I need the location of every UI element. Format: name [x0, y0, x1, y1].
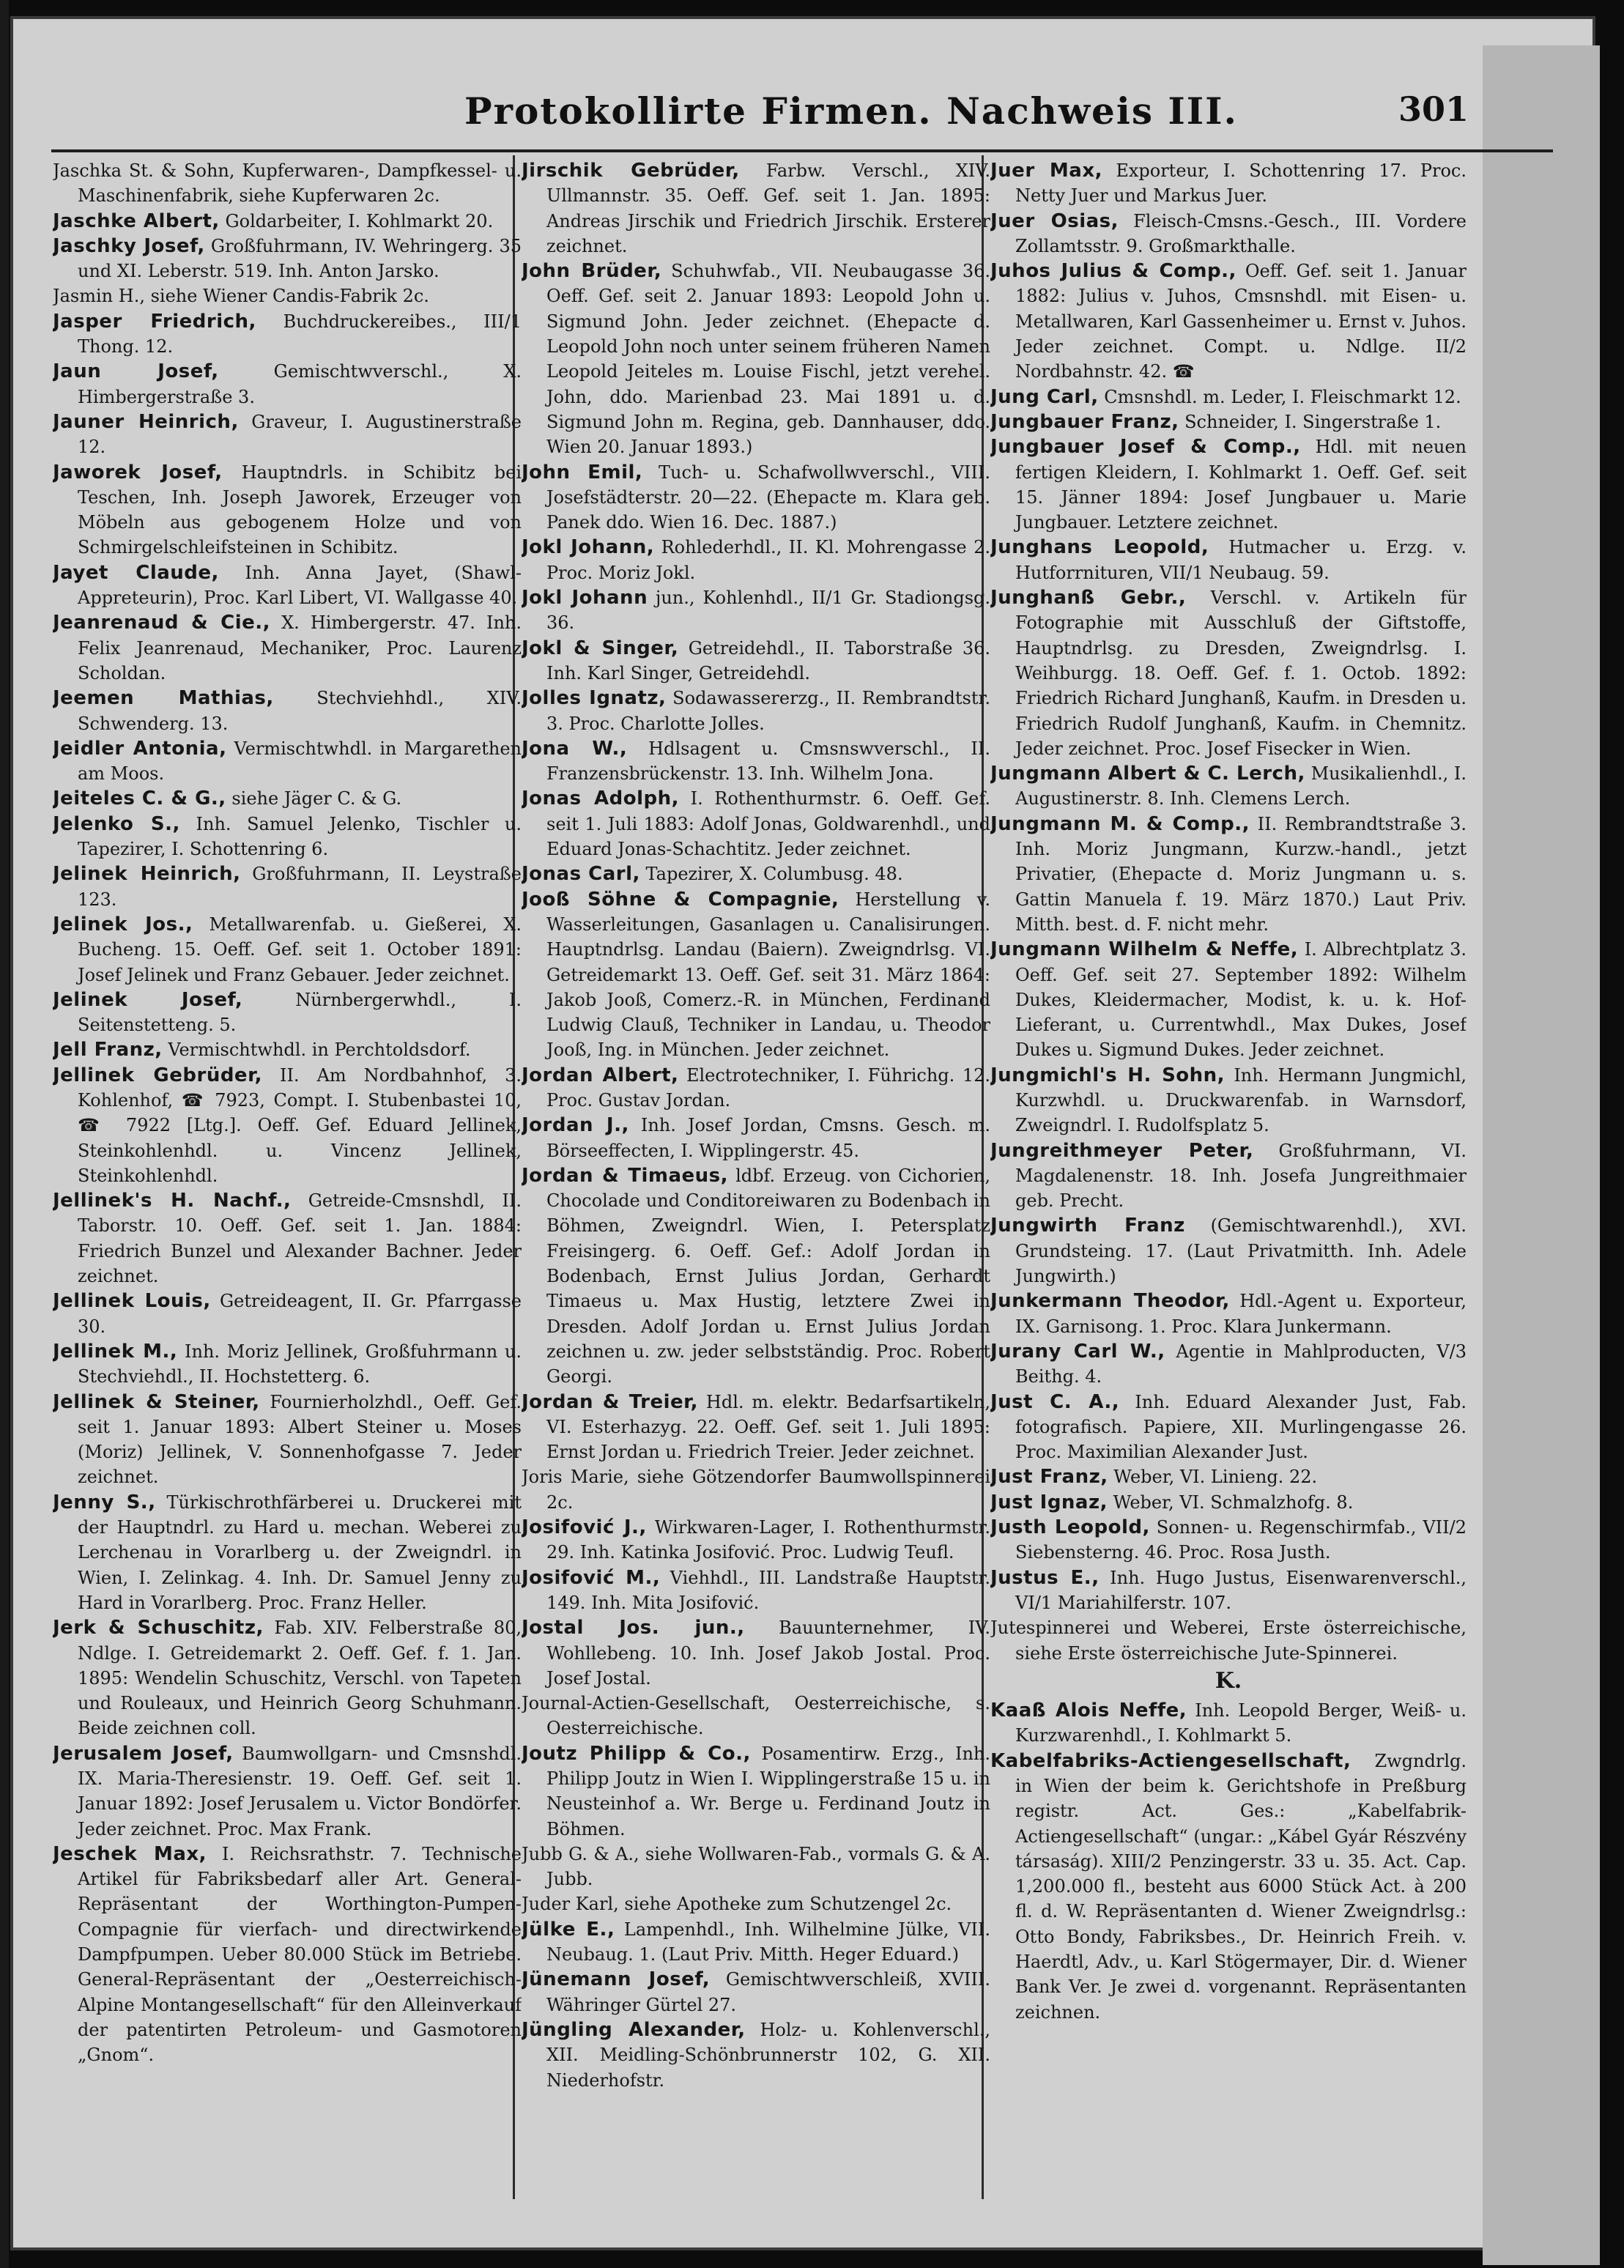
entry-details: Jubb G. & A., siehe Wollwaren-Fab., vormals G. & A. Jubb.	[522, 1843, 990, 1890]
entry-details: Metallwarenfab. u. Gießerei, X. Bucheng. 15. Oeff. Gef. seit 1. October 1891: Josef Jelinek und Franz Gebauer. Jeder zeichnet.	[78, 914, 522, 985]
entry-details: Getreidehdl., II. Taborstraße 36. Inh. Karl Singer, Getreidehdl.	[546, 637, 990, 683]
directory-entry	[53, 786, 522, 811]
firm-name: John Brüder,	[522, 260, 662, 283]
firm-name: Jaworek Josef,	[53, 461, 223, 483]
directory-entry	[990, 1565, 1467, 1616]
entry-details: Jasmin H., siehe Wiener Candis-Fabrik 2c.	[53, 286, 429, 307]
firm-name: Jona W.,	[522, 737, 628, 760]
firm-name: Jünemann Josef,	[522, 1968, 711, 1991]
directory-page	[10, 16, 1595, 2250]
page-header	[10, 89, 1595, 148]
directory-entry	[990, 385, 1467, 410]
directory-entry	[53, 158, 522, 209]
firm-name: Joutz Philipp & Co.,	[522, 1742, 751, 1765]
directory-entry	[522, 887, 990, 1063]
firm-name: Jokl Johann,	[522, 536, 655, 559]
entry-details: Großfuhrmann, VI. Magdalenenstr. 18. Inh. Josefa Jungreithmaier geb. Precht.	[1015, 1140, 1467, 1212]
directory-entry	[53, 1339, 522, 1390]
entry-details: I. Rothenthurmstr. 6. Oeff. Gef. seit 1. Juli 1883: Adolf Jonas, Goldwarenhdl., und Eduard Jonas-Schachtitz. Jeder zeichnet.	[546, 788, 990, 860]
firm-name: Jooß Söhne & Compagnie,	[522, 888, 839, 911]
directory-entry	[990, 1138, 1467, 1214]
firm-name: Jonas Carl,	[522, 863, 640, 886]
entry-details: Inh. Hugo Justus, Eisenwarenverschl., VI/1 Mariahilferstr. 107.	[1015, 1567, 1467, 1613]
entry-details: Holz- u. Kohlenverschl., XII. Meidling-Schönbrunnerstr 102, G. XII. Niederhofstr.	[546, 2019, 990, 2091]
entry-details: (Gemischtwarenhdl.), XVI. Grundsteing. 17. (Laut Privatmitth. Inh. Adele Jungwirth.)	[1015, 1215, 1467, 1287]
firm-name: Jauner Heinrich,	[53, 410, 239, 433]
firm-name: Just C. A.,	[990, 1390, 1120, 1413]
directory-entry	[990, 1698, 1467, 1749]
directory-entry	[990, 761, 1467, 812]
entry-details: Hdl. m. elektr. Bedarfsartikeln, VI. Esterhazyg. 22. Oeff. Gef. seit 1. Juli 1895: Ernst Jordan u. Friedrich Treier. Jeder zeichnet.	[546, 1391, 990, 1463]
firm-name: Jerusalem Josef,	[53, 1742, 234, 1765]
firm-name: Jelinek Jos.,	[53, 913, 193, 935]
directory-entry	[522, 1691, 990, 1741]
entry-details: Inh. Eduard Alexander Just, Fab. fotografisch. Papiere, XII. Murlingengasse 26. Proc. Maximilian Alexander Just.	[1015, 1391, 1467, 1463]
entry-details: jun., Kohlenhdl., II/1 Gr. Stadiongsg. 36.	[546, 588, 990, 634]
directory-entry	[522, 1565, 990, 1616]
entry-details: Hutmacher u. Erzg. v. Hutforrnituren, VII/1 Neubaug. 59.	[1015, 537, 1467, 583]
entry-details: Herstellung v. Wasserleitungen, Gasanlagen u. Canalisirungen. Hauptndrlsg. Landau (Baiern). Zweigndrlsg. VI. Getreidemarkt 13. Oeff. Gef. seit 31. März 1864: Jakob Jooß, Comerz.-R. in München, Ferdinand Ludwig Clauß, Techniker in Landau, u. Theodor Jooß, Ing. in München. Jeder zeichnet.	[546, 889, 990, 1061]
firm-name: Jonas Adolph,	[522, 788, 680, 810]
entry-details: Sonnen- u. Regenschirmfab., VII/2 Siebensterng. 46. Proc. Rosa Justh.	[1015, 1517, 1467, 1563]
entry-details: Sodawassererzg., II. Rembrandtstr. 3. Proc. Charlotte Jolles.	[546, 688, 990, 734]
firm-name: Jordan J.,	[522, 1114, 629, 1137]
directory-entry	[522, 1615, 990, 1691]
firm-name: Just Franz,	[990, 1466, 1108, 1489]
directory-entry	[53, 1741, 522, 1842]
entry-details: Jutespinnerei und Weberei, Erste österreichische, siehe Erste österreichische Jute-Spinnerei.	[990, 1617, 1467, 1664]
directory-entry	[53, 1842, 522, 2068]
entry-details: Hdlsagent u. Cmsnswverschl., II. Franzensbrückenstr. 13. Inh. Wilhelm Jona.	[546, 738, 990, 785]
column-2	[522, 158, 990, 2209]
firm-name: Jostal Jos. jun.,	[522, 1617, 745, 1639]
firm-name: Jungmann M. & Comp.,	[990, 812, 1250, 835]
directory-entry	[53, 912, 522, 987]
entry-details: siehe Jäger C. & G.	[231, 788, 402, 809]
directory-entry	[990, 1289, 1467, 1339]
directory-entry	[53, 1289, 522, 1339]
directory-entry	[522, 736, 990, 787]
entry-details: Joris Marie, siehe Götzendorfer Baumwollspinnerei 2c.	[522, 1467, 990, 1513]
entry-details: Agentie in Mahlproducten, V/3 Beithg. 4.	[1015, 1341, 1467, 1387]
firm-name: Jungmann Albert & C. Lerch,	[990, 763, 1305, 785]
firm-name: Just Ignaz,	[990, 1491, 1108, 1513]
page-number: 301	[1398, 89, 1469, 129]
directory-entry	[53, 812, 522, 862]
entry-details: Juder Karl, siehe Apotheke zum Schutzengel 2c.	[522, 1894, 952, 1915]
entry-details: Rohlederhdl., II. Kl. Mohrengasse 2. Proc. Moriz Jokl.	[546, 537, 990, 583]
directory-entry	[522, 686, 990, 736]
directory-entry	[990, 1213, 1467, 1289]
entry-details: X. Himbergerstr. 47. Inh. Felix Jeanrenaud, Mechaniker, Proc. Laurenz Scholdan.	[78, 612, 522, 683]
entry-details: Großfuhrmann, II. Leystraße 123.	[78, 864, 522, 910]
firm-name: Jeiteles C. & G.,	[53, 788, 226, 810]
firm-name: Junghanß Gebr.,	[990, 587, 1187, 609]
header-divider	[51, 149, 1553, 152]
directory-entry	[53, 209, 522, 234]
firm-name: Jeschek Max,	[53, 1842, 207, 1865]
entry-details: Fab. XIV. Felberstraße 80, Ndlge. I. Getreidemarkt 2. Oeff. Gef. f. 1. Jan. 1895: Wendelin Schuschitz, Verschl. von Tapeten und Rouleaux, und Heinrich Georg Schuhmann. Beide zeichnen coll.	[78, 1617, 522, 1739]
directory-entry	[522, 1063, 990, 1113]
firm-name: Jungbauer Josef & Comp.,	[990, 436, 1301, 459]
directory-entry	[53, 1037, 522, 1062]
firm-name: Jenny S.,	[53, 1491, 156, 1513]
directory-entry	[53, 736, 522, 787]
entry-details: Bauunternehmer, IV. Wohllebeng. 10. Inh. Josef Jakob Jostal. Proc. Josef Jostal.	[546, 1617, 990, 1689]
firm-name: Jungmichl's H. Sohn,	[990, 1064, 1226, 1086]
firm-name: Jungmann Wilhelm & Neffe,	[990, 938, 1299, 961]
directory-entry	[53, 234, 522, 284]
scan-border	[0, 0, 9, 2268]
firm-name: Jokl & Singer,	[522, 637, 679, 659]
directory-entry	[53, 987, 522, 1038]
firm-name: Jelinek Heinrich,	[53, 863, 241, 886]
directory-entry	[522, 1464, 990, 1515]
entry-details: Schneider, I. Singerstraße 1.	[1184, 411, 1442, 432]
directory-entry	[522, 636, 990, 686]
entry-details: Viehhdl., III. Landstraße Hauptstr. 149. Inh. Mita Josifović.	[546, 1567, 990, 1613]
firm-name: Jasper Friedrich,	[53, 310, 256, 333]
entry-details: I. Albrechtplatz 3. Oeff. Gef. seit 27. September 1892: Wilhelm Dukes, Kleidermacher, Modist, k. u. k. Hof-Lieferant, u. Currentwhdl., Max Dukes, Josef Dukes u. Sigmund Dukes. Jeder zeichnet.	[1015, 939, 1467, 1061]
directory-entry	[522, 1842, 990, 1892]
entry-details: Inh. Leopold Berger, Weiß- u. Kurzwarenhdl., I. Kohlmarkt 5.	[1015, 1700, 1467, 1746]
directory-entry	[990, 259, 1467, 384]
entry-details: Inh. Samuel Jelenko, Tischler u. Tapezirer, I. Schottenring 6.	[78, 813, 522, 860]
directory-entry	[522, 460, 990, 536]
page-shading	[1483, 45, 1600, 2265]
entry-details: Schuhwfab., VII. Neubaugasse 36. Oeff. Gef. seit 2. Januar 1893: Leopold John u. Sigmund John. Jeder zeichnet. (Ehepacte d. Leopold John noch unter seinem früheren Namen Leopold Jeiteles m. Louise Fischl, jetzt verehel. John, ddo. Marienbad 23. Mai 1891 u. d. Sigmund John m. Regina, geb. Dannhauser, ddo. Wien 20. Januar 1893.)	[546, 261, 990, 458]
entry-details: Exporteur, I. Schottenring 17. Proc. Netty Juer und Markus Juer.	[1015, 160, 1467, 207]
directory-entry	[53, 1063, 522, 1188]
directory-entry	[53, 1615, 522, 1741]
page-title: Protokollirte Firmen. Nachweis III.	[464, 89, 1238, 133]
firm-name: Jülke E.,	[522, 1918, 615, 1941]
entry-details: Getreideagent, II. Gr. Pfarrgasse 30.	[78, 1291, 522, 1337]
directory-entry	[990, 535, 1467, 585]
directory-entry	[522, 1390, 990, 1465]
entry-details: Musikalienhdl., I. Augustinerstr. 8. Inh. Clemens Lerch.	[1015, 763, 1467, 809]
directory-entry	[522, 259, 990, 459]
firm-name: Jungreithmeyer Peter,	[990, 1139, 1254, 1162]
firm-name: Jerk & Schuschitz,	[53, 1617, 264, 1639]
firm-name: Jeidler Antonia,	[53, 737, 227, 760]
entry-details: Journal-Actien-Gesellschaft, Oesterreichische, s. Oesterreichische.	[522, 1693, 990, 1739]
firm-name: Kabelfabriks-Actiengesellschaft,	[990, 1749, 1352, 1772]
firm-name: Jellinek & Steiner,	[53, 1390, 260, 1413]
entry-details: Vermischtwhdl. in Margarethen am Moos.	[78, 738, 522, 785]
directory-entry	[990, 937, 1467, 1062]
firm-name: Kaaß Alois Neffe,	[990, 1700, 1187, 1722]
entry-details: Verschl. v. Artikeln für Fotographie mit Ausschluß der Giftstoffe, Hauptndrlsg. zu Dresden, Zweigndrlsg. I. Weihburgg. 18. Oeff. Gef. f. 1. Octob. 1892: Friedrich Richard Junghanß, Kaufm. in Dresden u. Friedrich Rudolf Junghanß, Kaufm. in Chemnitz. Jeder zeichnet. Proc. Josef Fisecker in Wien.	[1015, 588, 1467, 759]
directory-entry	[990, 812, 1467, 937]
directory-entry	[990, 1749, 1467, 2025]
entry-details: Fleisch-Cmsns.-Gesch., III. Vordere Zollamtsstr. 9. Großmarkthalle.	[1015, 210, 1467, 256]
firm-name: Junghans Leopold,	[990, 536, 1209, 559]
entry-details: II. Am Nordbahnhof, 3. Kohlenhof, ☎ 7923, Compt. I. Stubenbastei 10, ☎ 7922 [Ltg.]. Oeff. Gef. Eduard Jellinek, Steinkohlenhdl. u. Vincenz Jellinek, Steinkohlenhdl.	[78, 1064, 522, 1186]
directory-entry	[522, 1917, 990, 1968]
directory-entry	[990, 1490, 1467, 1515]
entry-details: Großfuhrmann, IV. Wehringerg. 35 und XI. Leberstr. 519. Inh. Anton Jarsko.	[78, 235, 522, 282]
entry-details: Gemischtwverschleiß, XVIII. Währinger Gürtel 27.	[546, 1969, 990, 2015]
firm-name: Jelenko S.,	[53, 812, 180, 835]
firm-name: Junkermann Theodor,	[990, 1290, 1230, 1313]
directory-entry	[522, 2017, 990, 2093]
firm-name: Jaun Josef,	[53, 360, 219, 383]
directory-entry	[990, 410, 1467, 434]
firm-name: Jell Franz,	[53, 1039, 163, 1061]
entry-details: Buchdruckereibes., III/1 Thong. 12.	[78, 311, 522, 357]
firm-name: Justus E.,	[990, 1566, 1100, 1589]
firm-name: Jellinek Gebrüder,	[53, 1064, 262, 1086]
directory-entry	[990, 434, 1467, 535]
firm-name: Jeemen Mathias,	[53, 687, 274, 710]
directory-entry	[53, 309, 522, 360]
entry-details: Weber, VI. Linieng. 22.	[1113, 1467, 1318, 1488]
directory-entry	[990, 209, 1467, 259]
firm-name: Jungwirth Franz	[990, 1215, 1185, 1237]
firm-name: Jordan & Timaeus,	[522, 1164, 728, 1187]
firm-name: Jirschik Gebrüder,	[522, 160, 740, 182]
directory-entry	[53, 284, 522, 308]
directory-entry	[53, 359, 522, 410]
entry-details: Cmsnshdl. m. Leder, I. Fleischmarkt 12.	[1104, 386, 1461, 407]
directory-entry	[990, 1390, 1467, 1465]
entry-details: Farbw. Verschl., XIV. Ullmannstr. 35. Oeff. Gef. seit 1. Jan. 1895: Andreas Jirschik und Friedrich Jirschik. Ersterer zeichnet.	[546, 160, 990, 256]
firm-name: Jolles Ignatz,	[522, 687, 667, 710]
firm-name: Jelinek Josef,	[53, 988, 243, 1011]
directory-entry	[522, 1163, 990, 1390]
firm-name: Jellinek's H. Nachf.,	[53, 1190, 292, 1212]
entry-details: Inh. Anna Jayet, (Shawl-Appreteurin), Proc. Karl Libert, VI. Wallgasse 40.	[78, 562, 522, 609]
directory-entry	[522, 1515, 990, 1565]
firm-name: Jordan Albert,	[522, 1064, 679, 1086]
directory-entry	[990, 1615, 1467, 1666]
entry-details: Türkischrothfärberei u. Druckerei mit der Hauptndrl. zu Hard u. mechan. Weberei zu Lerchenau in Vorarlberg u. der Zweigndrl. in Wien, I. Zelinkag. 4. Inh. Dr. Samuel Jenny zu Hard in Vorarlberg. Proc. Franz Heller.	[78, 1491, 522, 1613]
directory-entry	[522, 585, 990, 636]
firm-name: Juer Osias,	[990, 210, 1119, 232]
directory-entry	[53, 1390, 522, 1490]
entry-details: Weber, VI. Schmalzhofg. 8.	[1113, 1491, 1354, 1513]
directory-entry	[522, 535, 990, 585]
entry-details: Oeff. Gef. seit 1. Januar 1882: Julius v. Juhos, Cmsnshdl. mit Eisen- u. Metallwaren, Karl Gassenheimer u. Ernst v. Juhos. Jeder zeichnet. Compt. u. Ndlge. II/2 Nordbahnstr. 42. ☎	[1015, 261, 1467, 382]
entry-details: Inh. Hermann Jungmichl, Kurzwhdl. u. Druckwarenfab. in Warnsdorf, Zweigndrl. I. Rudolfsplatz 5.	[1015, 1064, 1467, 1136]
entry-details: Hdl.-Agent u. Exporteur, IX. Garnisong. 1. Proc. Klara Junkermann.	[1015, 1291, 1467, 1337]
entry-details: Wirkwaren-Lager, I. Rothenthurmstr. 29. Inh. Katinka Josifović. Proc. Ludwig Teufl.	[546, 1517, 990, 1563]
firm-name: Juer Max,	[990, 160, 1102, 182]
entry-details: II. Rembrandtstraße 3. Inh. Moriz Jungmann, Kurzw.-handl., jetzt Privatier, (Ehepacte d. Moriz Jungmann u. s. Gattin Manuela f. 19. März 1870.) Laut Priv. Mitth. best. d. F. nicht mehr.	[1015, 813, 1467, 935]
directory-entry	[53, 410, 522, 460]
firm-name: Jellinek M.,	[53, 1340, 178, 1363]
entry-details: Electrotechniker, I. Führichg. 12. Proc. Gustav Jordan.	[546, 1064, 990, 1111]
directory-entry	[990, 1515, 1467, 1565]
directory-entry	[53, 610, 522, 686]
firm-name: Jüngling Alexander,	[522, 2018, 746, 2041]
directory-entry	[522, 786, 990, 861]
entry-details: Nürnbergerwhdl., I. Seitenstetteng. 5.	[78, 989, 522, 1036]
directory-entry	[990, 1464, 1467, 1489]
firm-name: Jaschky Josef,	[53, 234, 205, 257]
firm-name: Juhos Julius & Comp.,	[990, 260, 1236, 283]
entry-details: Graveur, I. Augustinerstraße 12.	[78, 411, 522, 458]
directory-entry	[522, 1891, 990, 1916]
directory-entry	[990, 158, 1467, 209]
entry-details: Tuch- u. Schafwollwverschl., VIII. Josefstädterstr. 20—22. (Ehepacte m. Klara geb. Panek ddo. Wien 16. Dec. 1887.)	[546, 462, 990, 533]
firm-name: Jokl Johann	[522, 587, 648, 609]
entry-details: Vermischtwhdl. in Perchtoldsdorf.	[168, 1040, 471, 1061]
entry-details: Inh. Moriz Jellinek, Großfuhrmann u. Stechviehdl., II. Hochstetterg. 6.	[78, 1341, 522, 1387]
entry-details: Fournierholzhdl., Oeff. Gef. seit 1. Januar 1893: Albert Steiner u. Moses (Moriz) Jellinek, V. Sonnenhofgasse 7. Jeder zeichnet.	[78, 1391, 522, 1488]
entry-details: Hdl. mit neuen fertigen Kleidern, I. Kohlmarkt 1. Oeff. Gef. seit 15. Jänner 1894: Josef Jungbauer u. Marie Jungbauer. Letztere zeichnet.	[1015, 437, 1467, 533]
firm-name: Jurany Carl W.,	[990, 1340, 1165, 1363]
directory-entry	[522, 158, 990, 259]
firm-name: Jordan & Treier,	[522, 1390, 699, 1413]
directory-entry	[53, 560, 522, 611]
firm-name: Jaschke Albert,	[53, 210, 220, 232]
entry-details: Tapezirer, X. Columbusg. 48.	[645, 864, 903, 885]
entry-details: Posamentirw. Erzg., Inh. Philipp Joutz in Wien I. Wipplingerstraße 15 u. in Neusteinhof a. Wr. Berge u. Ferdinand Joutz in Böhmen.	[546, 1743, 990, 1839]
entry-details: Zwgndrlg. in Wien der beim k. Gerichtshofe in Preßburg registr. Act. Ges.: „Kabelfabrik-Actiengesellschaft“ (ungar.: „Kábel Gyár Részvény társaság). XIII/2 Penzingerstr. 33 u. 35. Act. Cap. 1,200.000 fl., besteht aus 6000 Stück Act. à 200 fl. d. W. Repräsentanten d. Wiener Zweigndrlsg.: Otto Bondy, Fabriksbes., Dr. Heinrich Freih. v. Haerdtl, Adv., u. Karl Stögermayer, Dir. d. Wiener Bank Ver. Je zwei d. vorgenannt. Repräsentanten zeichnen.	[1015, 1750, 1467, 2023]
directory-entry	[522, 1967, 990, 2017]
firm-name: Jellinek Louis,	[53, 1290, 211, 1313]
firm-name: Jungbauer Franz,	[990, 410, 1179, 433]
section-letter: K.	[1215, 1667, 1242, 1694]
entry-details: Lampenhdl., Inh. Wilhelmine Jülke, VII. Neubaug. 1. (Laut Priv. Mitth. Heger Eduard.)	[546, 1919, 990, 1965]
firm-name: Jung Carl,	[990, 385, 1099, 408]
directory-entry	[53, 861, 522, 912]
column-1	[53, 158, 522, 2209]
directory-entry	[53, 1490, 522, 1615]
firm-name: Josifović J.,	[522, 1516, 647, 1539]
firm-name: Jayet Claude,	[53, 561, 219, 584]
firm-name: John Emil,	[522, 461, 643, 483]
directory-entry	[990, 585, 1467, 761]
directory-entry	[990, 1339, 1467, 1390]
directory-entry	[53, 686, 522, 736]
entry-details: Jaschka St. & Sohn, Kupferwaren-, Dampfkessel- u. Maschinenfabrik, siehe Kupferwaren 2c.	[53, 160, 522, 207]
directory-entry	[522, 1741, 990, 1842]
entry-details: I. Reichsrathstr. 7. Technische Artikel für Fabriksbedarf aller Art. General-Repräsentant der Worthington-Pumpen-Compagnie für vierfach- und directwirkende Dampfpumpen. Ueber 80.000 Stück im Betriebe. General-Repräsentant der „Oesterreichisch-Alpine Montangesellschaft“ für den Alleinverkauf der patentirten Petroleum- und Gasmotoren „Gnom“.	[78, 1843, 522, 2066]
directory-entry	[522, 1113, 990, 1163]
directory-entry	[53, 460, 522, 560]
entry-details: Stechviehhdl., XIV. Schwenderg. 13.	[78, 688, 522, 734]
column-3	[990, 158, 1467, 2209]
entry-details: Goldarbeiter, I. Kohlmarkt 20.	[225, 210, 494, 231]
entry-details: Getreide-Cmsnshdl, II. Taborstr. 10. Oeff. Gef. seit 1. Jan. 1884: Friedrich Bunzel und Alexander Bachner. Jeder zeichnet.	[78, 1190, 522, 1287]
directory-entry	[522, 861, 990, 886]
firm-name: Josifović M.,	[522, 1566, 661, 1589]
entry-details: ldbf. Erzeug. von Cichorien, Chocolade und Conditoreiwaren zu Bodenbach in Böhmen, Zweigndrl. Wien, I. Petersplatz Freisingerg. 6. Oeff. Gef.: Adolf Jordan in Bodenbach, Ernst Julius Jordan, Gerhardt Timaeus u. Max Hustig, letztere Zwei in Dresden. Adolf Jordan u. Ernst Julius Jordan zeichnen u. zw. jeder selbstständig. Proc. Robert Georgi.	[546, 1165, 990, 1387]
entry-details: Hauptndrls. in Schibitz bei Teschen, Inh. Joseph Jaworek, Erzeuger von Möbeln aus gebogenem Holze und von Schmirgelschleifsteinen in Schibitz.	[78, 462, 522, 558]
directory-entry	[53, 1188, 522, 1289]
entry-details: Baumwollgarn- und Cmsnshdl. IX. Maria-Theresienstr. 19. Oeff. Gef. seit 1. Januar 1892: Josef Jerusalem u. Victor Bondörfer. Jeder zeichnet. Proc. Max Frank.	[78, 1743, 522, 1839]
firm-name: Jeanrenaud & Cie.,	[53, 612, 270, 634]
entry-details: Gemischtwverschl., X. Himbergerstraße 3.	[78, 361, 522, 407]
directory-entry	[990, 1063, 1467, 1138]
firm-name: Justh Leopold,	[990, 1516, 1150, 1539]
entry-details: Inh. Josef Jordan, Cmsns. Gesch. m. Börseeffecten, I. Wipplingerstr. 45.	[546, 1115, 990, 1161]
